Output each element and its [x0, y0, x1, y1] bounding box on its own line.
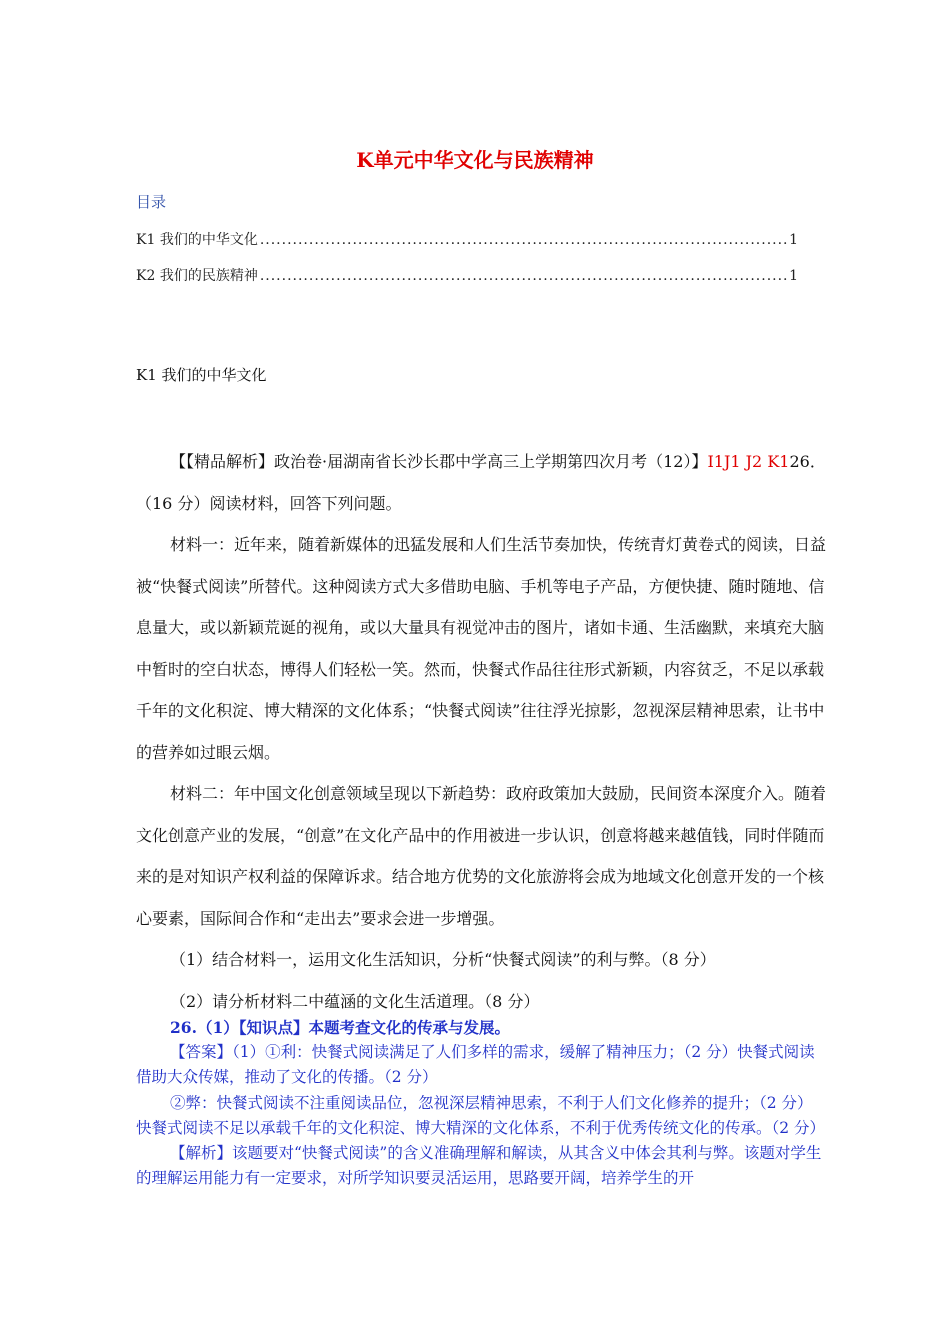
question-1: （1）结合材料一，运用文化生活知识，分析“快餐式阅读”的利与弊。（8 分）: [170, 950, 716, 969]
toc-entry-page: 1: [789, 232, 798, 248]
answer-analysis: 【解析】该题要对“快餐式阅读”的含义准确理解和解读，从其含义中体会其利与弊。该题对学生的理解运用能力有一定要求，对所学知识要灵活运用，思路要开阔，培养学生的开: [136, 1144, 822, 1188]
answer-disadvantages: ②弊：快餐式阅读不注重阅读品位，忽视深层精神思索，不利于人们文化修养的提升；（2 分）快餐式阅读不足以承载千年的文化积淀、博大精深的文化体系，不利于优秀传统文化的传承。（2 分）: [136, 1093, 826, 1137]
document-title: K单元中华文化与民族精神: [356, 148, 594, 172]
toc-heading: 目录: [136, 193, 167, 211]
answer-heading: 26.（1）【知识点】本题考查文化的传承与发展。: [170, 1018, 511, 1037]
question-header: [136, 441, 826, 524]
material-one: 材料一：近年来，随着新媒体的迅猛发展和人们生活节奏加快，传统青灯黄卷式的阅读，日益被“快餐式阅读”所替代。这种阅读方式大多借助电脑、手机等电子产品，方便快捷、随时随地、信息量大，或以新颖荒诞的视角，或以大量具有视觉冲击的图片，诸如卡通、生活幽默，来填充大脑中暂时的空白状态，博得人们轻松一笑。然而，快餐式作品往往形式新颖，内容贫乏，不足以承载千年的文化积淀、博大精深的文化体系；“快餐式阅读”往往浮光掠影，忽视深层精神思索，让书中的营养如过眼云烟。: [136, 535, 827, 762]
toc-entry-label: K2 我们的民族精神: [136, 268, 258, 284]
toc-leader-dots: [260, 232, 787, 248]
question-block: [136, 441, 826, 1022]
toc-entry-k1[interactable]: [136, 229, 798, 249]
question-code: J2 K1: [745, 452, 790, 471]
question-code: I1J1: [707, 452, 741, 471]
toc-entry-label: K1 我们的中华文化: [136, 232, 258, 248]
section-heading: K1 我们的中华文化: [136, 366, 267, 384]
toc-leader-dots: [260, 268, 787, 284]
question-intro: 26．（16 分）阅读材料，回答下列问题。: [136, 452, 826, 513]
answer-block: [136, 1015, 826, 1191]
toc-entry-k2[interactable]: [136, 265, 798, 285]
answer-advantages: 【答案】（1）①利：快餐式阅读满足了人们多样的需求，缓解了精神压力；（2 分）快餐式阅读借助大众传媒，推动了文化的传播。（2 分）: [136, 1043, 815, 1087]
question-2: （2）请分析材料二中蕴涵的文化生活道理。（8 分）: [170, 991, 540, 1011]
question-source: 【【精品解析】政治卷·届湖南省长沙长郡中学高三上学期第四次月考（12）】: [170, 452, 708, 471]
toc-entry-page: 1: [789, 268, 798, 284]
material-two: 材料二：年中国文化创意领域呈现以下新趋势：政府政策加大鼓励，民间资本深度介入。随着文化创意产业的发展，“创意”在文化产品中的作用被进一步认识，创意将越来越值钱，同时伴随而来的是对知识产权利益的保障诉求。结合地方优势的文化旅游将会成为地域文化创意开发的一个核心要素，国际间合作和“走出去”要求会进一步增强。: [136, 784, 827, 928]
